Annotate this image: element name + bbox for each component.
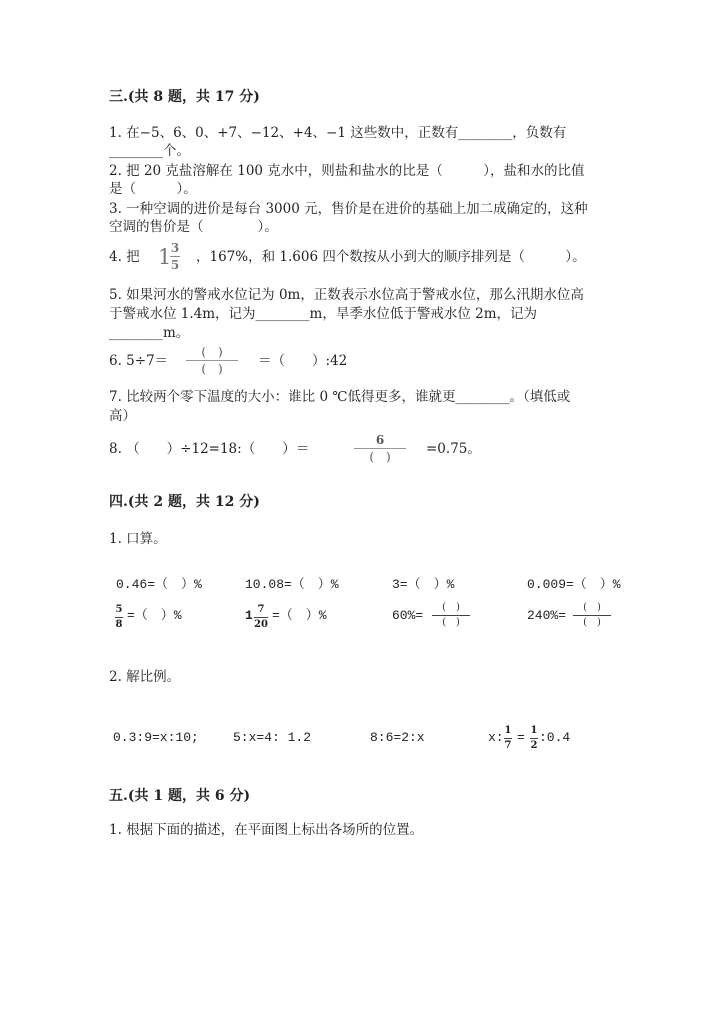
q7-line2: 高）: [109, 408, 136, 424]
calc-item-8-fraction: [573, 603, 611, 628]
q2-line1: 2. 把 20 克盐溶解在 100 克水中，则盐和盐水的比是（ ），盐和水的比值: [109, 163, 585, 179]
q6-denominator: ( ): [201, 362, 223, 376]
q5-line3: ________m。: [109, 325, 190, 341]
calc-item-7-den: ( ): [442, 617, 460, 628]
q6-prefix: 6. 5÷7＝: [109, 353, 169, 369]
proportion-2: 5:x=4: 1.2: [233, 730, 312, 745]
calc-item-6-whole: 1: [245, 608, 253, 623]
section-5-title: 五.(共 1 题，共 6 分): [109, 788, 251, 804]
proportion-4-frac1-den: 7: [504, 740, 512, 751]
calc-item-6-den: 20: [254, 619, 268, 630]
q4-fraction: [170, 242, 180, 271]
calc-item-8-head: 240%=: [527, 608, 567, 623]
q8-denominator: ( ): [369, 450, 391, 464]
calc-item-2: 10.08=（ ）%: [245, 577, 339, 592]
s4-q2-title: 2. 解比例。: [109, 669, 181, 685]
proportion-4-frac2-num: 1: [530, 725, 538, 736]
calc-item-7-num: ( ): [442, 602, 460, 613]
q4-prefix: 4. 把: [109, 249, 140, 265]
proportion-4-frac1: [504, 726, 512, 751]
q8-suffix: =0.75。: [426, 441, 481, 457]
proportion-4-tail: :0.4: [539, 730, 571, 745]
calc-item-5-tail: =（ ）%: [127, 608, 182, 623]
proportion-4-frac2-den: 2: [530, 740, 538, 751]
proportion-4-eq: =: [517, 730, 525, 745]
calc-item-6-fraction: [254, 605, 268, 630]
q4-suffix: ，167%，和 1.606 四个数按从小到大的顺序排列是（ ）。: [196, 249, 586, 265]
calc-item-1: 0.46=（ ）%: [116, 577, 202, 592]
q1-line1: 1. 在−5、6、0、+7、−12、+4、−1 这些数中，正数有________，负数有: [109, 125, 567, 141]
q3-line2: 空调的售价是（ ）。: [109, 219, 278, 235]
q8-fraction: [354, 434, 406, 463]
calc-item-5-den: 8: [115, 619, 123, 630]
calc-item-6-num: 7: [257, 604, 265, 615]
q4-denominator: 5: [170, 258, 180, 272]
q8-numerator: 6: [375, 433, 385, 447]
q4-numerator: 3: [170, 241, 180, 255]
calc-item-7-fraction: [432, 603, 470, 628]
proportion-4-head: x:: [488, 730, 504, 745]
q4-mixed-whole: 1: [158, 245, 172, 269]
calc-item-8-num: ( ): [583, 602, 601, 613]
section-3-title: 三.(共 8 题，共 17 分): [109, 89, 260, 105]
q8-prefix: 8. （ ）÷12=18:（ ）＝: [109, 441, 310, 457]
calc-item-7-head: 60%=: [392, 608, 424, 623]
q6-numerator: ( ): [201, 345, 223, 359]
q6-fraction: [186, 346, 238, 375]
proportion-4-frac1-num: 1: [504, 725, 512, 736]
calc-item-4: 0.009=（ ）%: [527, 577, 621, 592]
calc-item-3: 3=（ ）%: [392, 577, 455, 592]
calc-item-5-fraction: [115, 605, 123, 630]
calc-item-6-tail: =（ ）%: [272, 608, 327, 623]
q1-line2: ________个。: [109, 143, 190, 159]
q2-line2: 是（ ）。: [109, 181, 197, 197]
q6-suffix: ＝（ ）:42: [258, 353, 348, 369]
q5-line1: 5. 如果河水的警戒水位记为 0m，正数表示水位高于警戒水位，那么汛期水位高: [109, 287, 584, 303]
q5-line2: 于警戒水位 1.4m，记为________m，旱季水位低于警戒水位 2m，记为: [109, 306, 538, 322]
proportion-1: 0.3:9=x:10;: [113, 730, 199, 745]
s5-q1-title: 1. 根据下面的描述，在平面图上标出各场所的位置。: [109, 822, 424, 838]
calc-item-8-den: ( ): [583, 617, 601, 628]
calc-item-5-num: 5: [115, 604, 123, 615]
proportion-3: 8:6=2:x: [370, 730, 425, 745]
s4-q1-title: 1. 口算。: [109, 531, 167, 547]
q7-line1: 7. 比较两个零下温度的大小：谁比 0 ℃低得更多，谁就更________。（填低或: [109, 389, 571, 405]
section-4-title: 四.(共 2 题，共 12 分): [109, 494, 260, 510]
q3-line1: 3. 一种空调的进价是每台 3000 元，售价是在进价的基础上加二成确定的，这种: [109, 201, 588, 217]
proportion-4-frac2: [530, 726, 538, 751]
